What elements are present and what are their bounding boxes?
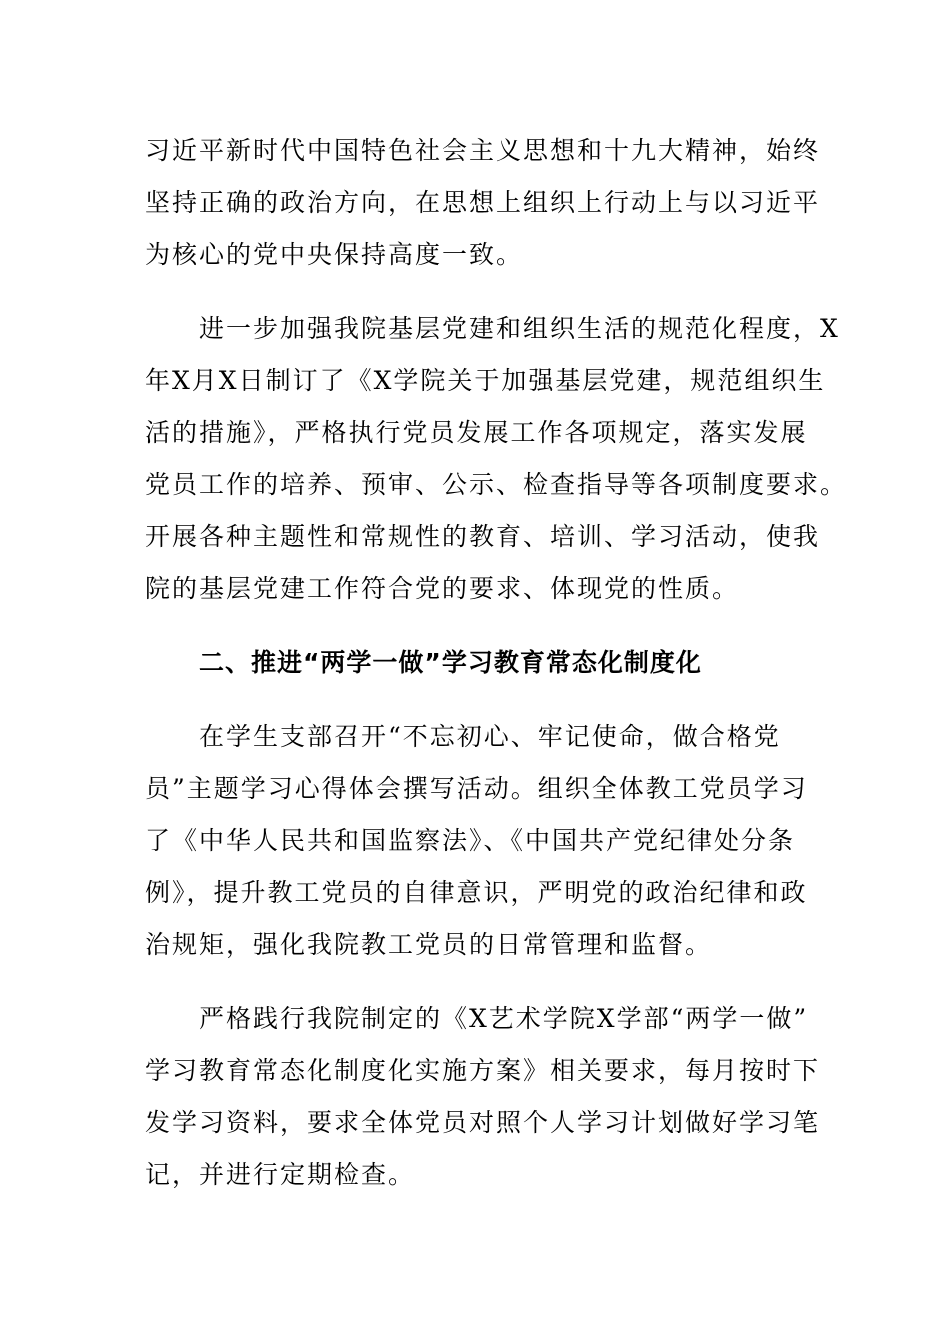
text-line: 了《中华人民共和国监察法》、《中国共产党纪律处分条 xyxy=(145,826,796,855)
text-line: 进一步加强我院基层党建和组织生活的规范化程度，X xyxy=(199,314,840,343)
section-heading: 二、推进“两学一做”学习教育常态化制度化 xyxy=(199,648,702,677)
text-line: 坚持正确的政治方向，在思想上组织上行动上与以习近平 xyxy=(145,188,821,217)
text-line: 院的基层党建工作符合党的要求、体现党的性质。 xyxy=(145,574,740,603)
text-line: 在学生支部召开“不忘初心、牢记使命，做合格党 xyxy=(199,722,781,751)
paragraph-continued xyxy=(145,125,821,281)
text-line: 记，并进行定期检查。 xyxy=(145,1160,416,1189)
text-line: 发学习资料，要求全体党员对照个人学习计划做好学习笔 xyxy=(145,1108,821,1137)
text-line: 党员工作的培养、预审、公示、检查指导等各项制度要求。 xyxy=(145,470,848,499)
document-body xyxy=(145,125,848,1223)
text-line: 开展各种主题性和常规性的教育、培训、学习活动，使我 xyxy=(145,522,821,551)
text-line: 年X月X日制订了《X学院关于加强基层党建，规范组织生 xyxy=(145,366,826,395)
paragraph-implementation-plan xyxy=(145,993,821,1201)
text-line: 习近平新时代中国特色社会主义思想和十九大精神，始终 xyxy=(145,136,821,165)
text-line: 为核心的党中央保持高度一致。 xyxy=(145,240,524,269)
text-line: 治规矩，强化我院教工党员的日常管理和监督。 xyxy=(145,930,713,959)
text-line: 活的措施》，严格执行党员发展工作各项规定，落实发展 xyxy=(145,418,808,447)
paragraph-party-building xyxy=(145,303,848,615)
text-line: 例》，提升教工党员的自律意识，严明党的政治纪律和政 xyxy=(145,878,808,907)
text-line: 严格践行我院制定的《X艺术学院X学部“两学一做” xyxy=(199,1004,809,1033)
paragraph-student-branch xyxy=(145,711,808,971)
text-line: 员”主题学习心得体会撰写活动。组织全体教工党员学习 xyxy=(145,774,808,803)
text-line: 学习教育常态化制度化实施方案》相关要求，每月按时下 xyxy=(145,1056,821,1085)
